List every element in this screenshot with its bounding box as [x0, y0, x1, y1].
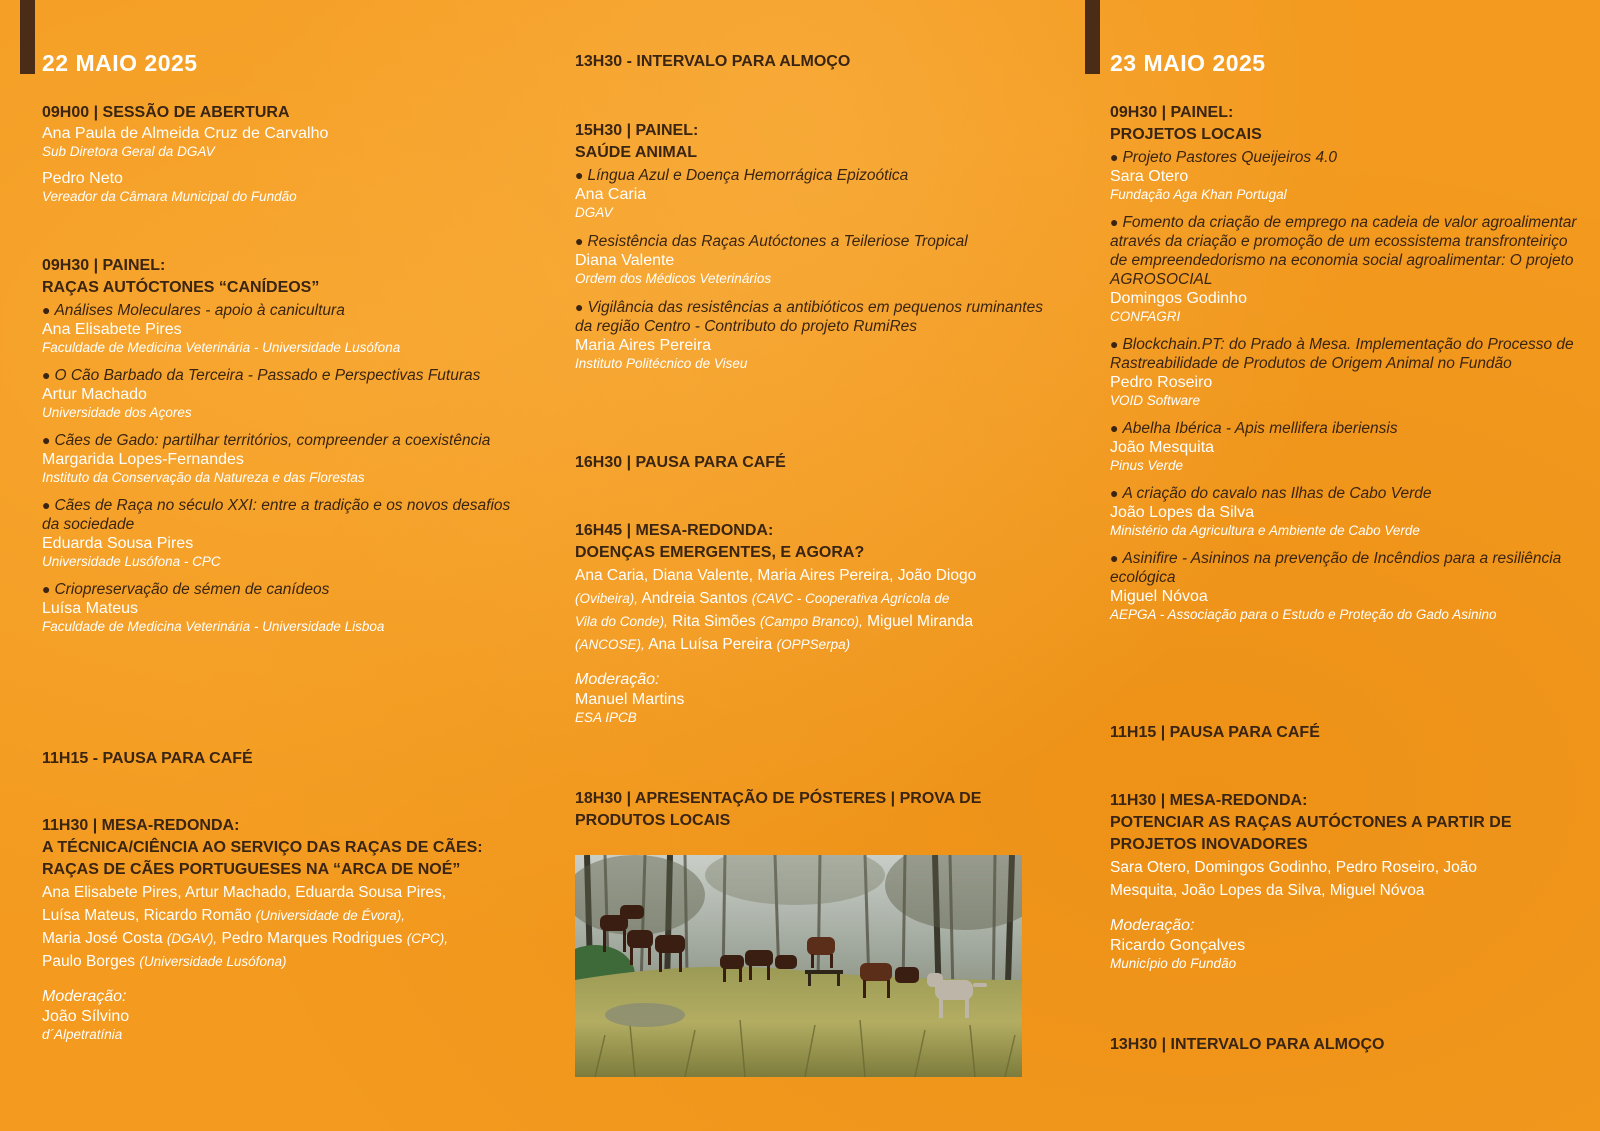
session-title: RAÇAS AUTÓCTONES “CANÍDEOS” [42, 279, 320, 296]
livestock-photo [575, 855, 1022, 1077]
speaker-name: Luísa Mateus [42, 600, 139, 617]
speaker-name: Maria Aires Pereira [575, 337, 712, 354]
participants [42, 881, 512, 973]
talk-item [42, 580, 512, 635]
participants-line: Ana Caria, Diana Valente, Maria Aires Pereira, João Diogo [575, 567, 977, 584]
coffee-break: 11H15 - PAUSA PARA CAFÉ [42, 750, 253, 767]
participants-line: Maria José Costa (DGAV), Pedro Marques Rodrigues (CPC), [42, 930, 448, 947]
speaker-affiliation: Sub Diretora Geral da DGAV [42, 144, 215, 159]
participants-line: Mesquita, João Lopes da Silva, Miguel Nóvoa [1110, 882, 1425, 899]
session-panel-saude [575, 120, 1045, 372]
talk-title: Resistência das Raças Autóctones a Teileriose Tropical [587, 233, 968, 250]
session-time: 09H30 | PAINEL: [42, 257, 166, 274]
talk-item [42, 301, 512, 356]
bullet-icon: ● [1110, 420, 1119, 436]
talk-item [575, 166, 1045, 221]
bullet-icon: ● [42, 432, 51, 448]
session-title: POTENCIAR AS RAÇAS AUTÓCTONES A PARTIR DE [1110, 814, 1512, 831]
talk-item [42, 496, 512, 570]
accent-bar-right [1085, 0, 1100, 74]
speaker-affiliation: Universidade dos Açores [42, 405, 192, 420]
bullet-icon: ● [1110, 336, 1119, 352]
coffee-break: 11H15 | PAUSA PARA CAFÉ [1110, 724, 1320, 741]
bullet-icon: ● [1110, 214, 1119, 230]
speaker-affiliation: DGAV [575, 205, 613, 220]
bullet-icon: ● [1110, 550, 1119, 566]
speaker-name: Eduarda Sousa Pires [42, 535, 194, 552]
moderation-label: Moderação: [42, 988, 127, 1005]
speaker-name: Ana Caria [575, 186, 647, 203]
talk-title: Blockchain.PT: do Prado à Mesa. Implementação do Processo de Rastreabilidade de Produtos de Origem Animal no Fundão [1110, 336, 1574, 372]
session-time: 18H30 | APRESENTAÇÃO DE PÓSTERES | PROVA DE [575, 790, 982, 807]
talk-item [1110, 148, 1580, 203]
talk-title: Vigilância das resistências a antibióticos em pequenos ruminantes da região Centro - Contributo do projeto RumiRes [575, 299, 1043, 335]
talk-title: Criopreservação de sémen de canídeos [54, 581, 330, 598]
speaker-affiliation: AEPGA - Associação para o Estudo e Proteção do Gado Asinino [1110, 607, 1497, 622]
speaker-name: Margarida Lopes-Fernandes [42, 451, 244, 468]
session-time: 09H00 | SESSÃO DE ABERTURA [42, 104, 290, 121]
talk-item [1110, 484, 1580, 539]
session-title: RAÇAS DE CÃES PORTUGUESES NA “ARCA DE NOÉ” [42, 861, 461, 878]
bullet-icon: ● [42, 302, 51, 318]
moderation-label: Moderação: [1110, 917, 1195, 934]
talk-title: Projeto Pastores Queijeiros 4.0 [1122, 149, 1337, 166]
lunch-break: 13H30 - INTERVALO PARA ALMOÇO [575, 53, 851, 70]
participants-line: (ANCOSE), Ana Luísa Pereira (OPPSerpa) [575, 636, 851, 653]
speaker-affiliation: Fundação Aga Khan Portugal [1110, 187, 1287, 202]
talk-title: Cães de Gado: partilhar territórios, compreender a coexistência [54, 432, 491, 449]
bullet-icon: ● [42, 497, 51, 513]
participants-line: Luísa Mateus, Ricardo Romão (Universidade de Évora), [42, 907, 405, 924]
speaker-name: Ana Paula de Almeida Cruz de Carvalho [42, 125, 329, 142]
participants-line: Vila do Conde), Rita Simões (Campo Branco), Miguel Miranda [575, 613, 974, 630]
moderator-affiliation: d´Alpetratínia [42, 1027, 123, 1042]
speaker-affiliation: Ministério da Agricultura e Ambiente de Cabo Verde [1110, 523, 1420, 538]
session-title: SAÚDE ANIMAL [575, 144, 698, 161]
moderation-label: Moderação: [575, 671, 660, 688]
session-opening [42, 102, 512, 205]
session-title: A TÉCNICA/CIÊNCIA AO SERVIÇO DAS RAÇAS DE CÃES: [42, 839, 483, 856]
participants-line: (Ovibeira), Andreia Santos (CAVC - Cooperativa Agrícola de [575, 590, 950, 607]
speaker-name: Domingos Godinho [1110, 290, 1247, 307]
session-panel-canideos [42, 255, 512, 635]
speaker-name: Pedro Neto [42, 170, 123, 187]
bullet-icon: ● [1110, 149, 1119, 165]
bullet-icon: ● [42, 367, 51, 383]
session-round-table [1110, 790, 1580, 972]
date-heading: 23 MAIO 2025 [1110, 50, 1266, 76]
talk-item [1110, 335, 1580, 409]
session-time: 09H30 | PAINEL: [1110, 104, 1234, 121]
talk-title: A criação do cavalo nas Ilhas de Cabo Verde [1122, 485, 1432, 502]
moderator-name: Manuel Martins [575, 691, 685, 708]
bullet-icon: ● [42, 581, 51, 597]
accent-bar-left [20, 0, 35, 74]
speaker-affiliation: Pinus Verde [1110, 458, 1184, 473]
speaker-name: Ana Elisabete Pires [42, 321, 182, 338]
session-title: DOENÇAS EMERGENTES, E AGORA? [575, 544, 865, 561]
speaker-affiliation: Ordem dos Médicos Veterinários [575, 271, 772, 286]
session-time: PRODUTOS LOCAIS [575, 812, 731, 829]
date-heading: 22 MAIO 2025 [42, 50, 198, 76]
bullet-icon: ● [575, 299, 584, 315]
moderator-affiliation: Município do Fundão [1110, 956, 1237, 971]
speaker-name: Artur Machado [42, 386, 147, 403]
talk-item [1110, 549, 1580, 623]
speaker-name: Sara Otero [1110, 168, 1189, 185]
speaker-name: Pedro Roseiro [1110, 374, 1213, 391]
speaker-name: Diana Valente [575, 252, 675, 269]
lunch-break: 13H30 | INTERVALO PARA ALMOÇO [1110, 1036, 1385, 1053]
speaker-affiliation: Vereador da Câmara Municipal do Fundão [42, 189, 297, 204]
session-time: 16H45 | MESA-REDONDA: [575, 522, 774, 539]
participants-line: Ana Elisabete Pires, Artur Machado, Eduarda Sousa Pires, [42, 884, 447, 901]
session-time: 11H30 | MESA-REDONDA: [42, 817, 240, 834]
speaker-name: João Mesquita [1110, 439, 1215, 456]
participants [575, 564, 1045, 656]
speaker-affiliation: Instituto Politécnico de Viseu [575, 356, 748, 371]
talk-item [575, 298, 1045, 372]
bullet-icon: ● [1110, 485, 1119, 501]
bullet-icon: ● [575, 233, 584, 249]
moderator-affiliation: ESA IPCB [575, 710, 637, 725]
session-time: 15H30 | PAINEL: [575, 122, 699, 139]
session-panel-projetos [1110, 102, 1580, 623]
speaker-affiliation: Faculdade de Medicina Veterinária - Universidade Lusófona [42, 340, 401, 355]
speaker-name: João Lopes da Silva [1110, 504, 1255, 521]
moderator-name: Ricardo Gonçalves [1110, 937, 1246, 954]
session-title: PROJETOS LOCAIS [1110, 126, 1262, 143]
bullet-icon: ● [575, 167, 584, 183]
talk-item [1110, 419, 1580, 474]
speaker-affiliation: Faculdade de Medicina Veterinária - Universidade Lisboa [42, 619, 385, 634]
participants [1110, 856, 1580, 902]
moderator-name: João Sílvino [42, 1008, 130, 1025]
talk-item [575, 232, 1045, 287]
session-round-table [42, 815, 512, 1043]
speaker-affiliation: VOID Software [1110, 393, 1201, 408]
session-title: PROJETOS INOVADORES [1110, 836, 1308, 853]
session-posters [575, 788, 1045, 832]
speaker-affiliation: CONFAGRI [1110, 309, 1181, 324]
talk-title: O Cão Barbado da Terceira - Passado e Perspectivas Futuras [54, 367, 481, 384]
talk-title: Asinifire - Asininos na prevenção de Incêndios para a resiliência ecológica [1110, 550, 1562, 586]
participants-line: Paulo Borges (Universidade Lusófona) [42, 953, 287, 970]
speaker-affiliation: Universidade Lusófona - CPC [42, 554, 221, 569]
talk-item [42, 366, 512, 421]
talk-title: Abelha Ibérica - Apis mellifera iberiensis [1122, 420, 1398, 437]
talk-item [42, 431, 512, 486]
talk-title: Fomento da criação de emprego na cadeia de valor agroalimentar através da criação e promoção de um ecossistema transfronteiriço de empreendedorismo na economia social agroalimentar: O projeto AGROSOCIAL [1110, 214, 1577, 288]
participants-line: Sara Otero, Domingos Godinho, Pedro Roseiro, João [1110, 859, 1478, 876]
talk-title: Análises Moleculares - apoio à canicultura [54, 302, 345, 319]
speaker-name: Miguel Nóvoa [1110, 588, 1208, 605]
speaker-affiliation: Instituto da Conservação da Natureza e das Florestas [42, 470, 365, 485]
talk-title: Língua Azul e Doença Hemorrágica Epizoótica [587, 167, 909, 184]
talk-item [1110, 213, 1580, 325]
session-round-table [575, 520, 1045, 726]
session-time: 11H30 | MESA-REDONDA: [1110, 792, 1308, 809]
talk-title: Cães de Raça no século XXI: entre a tradição e os novos desafios da sociedade [42, 497, 511, 533]
coffee-break: 16H30 | PAUSA PARA CAFÉ [575, 454, 786, 471]
